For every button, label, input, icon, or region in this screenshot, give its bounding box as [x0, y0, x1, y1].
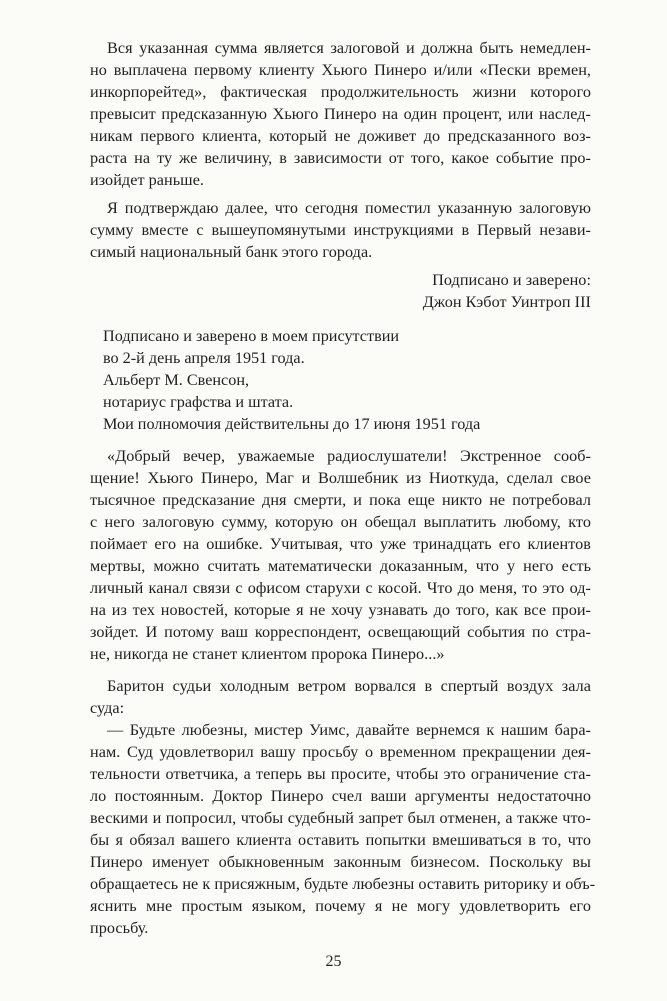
notary-line: нотариус графства и штата. — [103, 393, 294, 411]
text-line: превысит предсказанную Хьюго Пинеро на один процент, или наслед- — [90, 105, 591, 123]
text-line: мертвы, можно считать математически доказанным, что у него есть — [90, 557, 591, 575]
text-line: но выплачена первому клиенту Хьюго Пинеро и/или «Пески времен, — [90, 61, 591, 79]
text-line: сумму вместе с вышеупомянутыми инструкциями в Первый незави- — [90, 221, 591, 239]
text-line: «Добрый вечер, уважаемые радиослушатели! Экстренное сооб- — [107, 447, 591, 465]
signature-attestation: Подписано и заверено: — [432, 271, 591, 289]
text-line: яснить мне простым языком, почему я не могу удовлетворить его — [90, 897, 591, 915]
text-line: тысячное предсказание дня смерти, и пока еще никто не потребовал — [90, 491, 591, 509]
text-line: личный канал связи с офисом старухи с косой. Что до меня, то это од- — [90, 579, 591, 597]
text-line: на из тех новостей, которые я не хочу узнавать до того, как все прои- — [90, 601, 591, 619]
signature-name: Джон Кэбот Уинтроп III — [422, 293, 591, 311]
notary-line: Альберт М. Свенсон, — [103, 371, 250, 389]
text-line: Вся указанная сумма является залоговой и должна быть немедлен- — [107, 39, 591, 57]
text-line: Пинеро именует обыкновенным законным бизнесом. Поскольку вы — [90, 853, 591, 871]
text-line: суда: — [90, 699, 125, 717]
notary-line: Подписано и заверено в моем присутствии — [103, 327, 400, 345]
text-line: инкорпорейтед», фактическая продолжительность жизни которого — [90, 83, 591, 101]
text-line: изойдет раньше. — [90, 171, 205, 189]
text-line: щение! Хьюго Пинеро, Маг и Волшебник из Ниоткуда, сделал свое — [90, 469, 591, 487]
text-line: не, никогда не станет клиентом пророка Пинеро...» — [90, 645, 445, 663]
text-line: нам. Суд удовлетворил вашу просьбу о временном прекращении дея- — [90, 743, 591, 761]
text-line: просьбу. — [90, 919, 149, 937]
text-line: с него залоговую сумму, которую он обещал выплатить любому, кто — [90, 513, 591, 531]
text-line: бы я обязал вашего клиента оставить попытки вмешиваться в то, что — [90, 831, 591, 849]
text-line: тельности ответчика, а теперь вы просите, чтобы это ограничение ста- — [90, 765, 591, 783]
notary-line: Мои полномочия действительны до 17 июня 1951 года — [103, 415, 481, 433]
text-line: зойдет. И потому ваш корреспондент, освещающий события по стра- — [90, 623, 591, 641]
page-number: 25 — [325, 953, 342, 970]
notary-line: во 2-й день апреля 1951 года. — [103, 349, 305, 367]
text-line: вескими и попросил, чтобы судебный запрет был отменен, а также что- — [90, 809, 591, 827]
text-line: — Будьте любезны, мистер Уимс, давайте вернемся к нашим бара- — [107, 721, 591, 739]
text-line: симый национальный банк этого города. — [90, 243, 373, 261]
text-line: Баритон судьи холодным ветром ворвался в спертый воздух зала — [107, 677, 591, 695]
text-line: Я подтверждаю далее, что сегодня поместил указанную залоговую — [107, 199, 591, 217]
text-line: никам первого клиента, который не доживет до предсказанного воз- — [90, 127, 591, 145]
text-line: обращаетесь не к присяжным, будьте любезны оставить риторику и объ- — [90, 875, 596, 893]
text-line: ло постоянным. Доктор Пинеро счел ваши аргументы недостаточно — [90, 787, 591, 805]
text-line: поймает его на ошибке. Учитывая, что уже тринадцать его клиентов — [90, 535, 591, 553]
text-line: раста на ту же величину, в зависимости от того, какое событие про- — [90, 149, 591, 167]
